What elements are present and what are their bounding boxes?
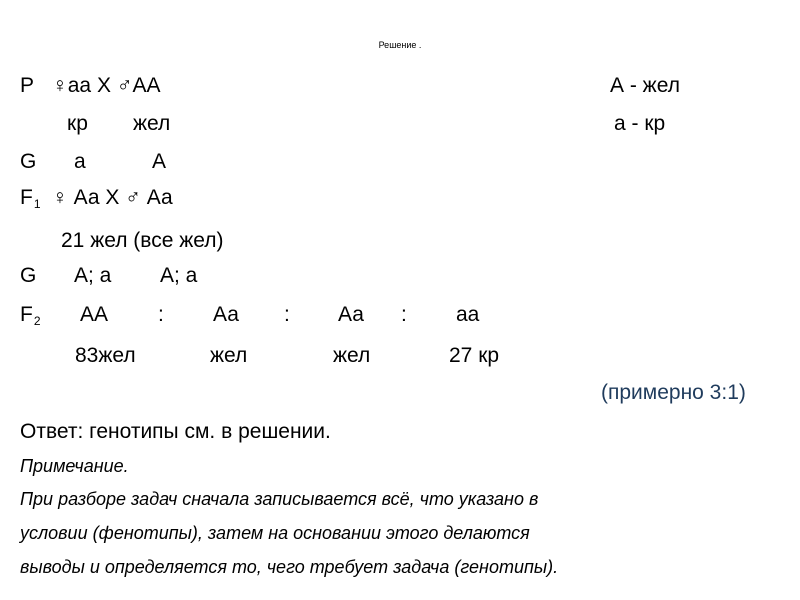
note-line-1: При разборе задач сначала записывается всё, что указано в (20, 489, 539, 509)
cross-p-label: P (20, 74, 35, 97)
f2-phenotype-2: жел (210, 344, 248, 367)
note-line-2: условии (фенотипы), затем на основании этого делаются (20, 523, 530, 543)
f1-phenotype: 21 жел (все жел) (61, 229, 224, 252)
f2-phenotype-4: 27 кр (449, 344, 500, 367)
f2-genotype-2: Аа (213, 303, 239, 326)
f2-genotype-1: АА (80, 303, 109, 326)
f2-genotype-4: аа (456, 303, 480, 326)
legend-dominant: А - жел (610, 74, 680, 97)
f2-label (20, 304, 41, 327)
page-title: Решение . (378, 40, 422, 50)
gametes-f1-g2: А; а (160, 264, 198, 287)
f2-ratio: (примерно 3:1) (601, 381, 746, 404)
f1-label-letter: F (20, 186, 33, 209)
f2-phenotype-3: жел (333, 344, 371, 367)
cross-p-genotypes: ♀аа Х ♂АА (52, 74, 161, 97)
legend-recessive: а - кр (614, 112, 666, 135)
answer-text: Ответ: генотипы см. в решении. (20, 420, 331, 443)
f2-genotype-3: Аа (338, 303, 364, 326)
f2-label-subscript: 2 (33, 314, 41, 328)
f1-genotypes: ♀ Аа Х ♂ Аа (52, 186, 173, 209)
gametes-p-g2: А (152, 150, 167, 173)
gametes-f1-g1: А; а (74, 264, 112, 287)
f1-label-subscript: 1 (33, 197, 41, 211)
gametes-p-label: G (20, 150, 37, 173)
f2-label-letter: F (20, 303, 33, 326)
f1-label (20, 187, 41, 210)
cross-p-phenotype-female: кр (67, 112, 88, 135)
f2-separator-1: : (158, 303, 164, 326)
f2-separator-3: : (401, 303, 407, 326)
f2-separator-2: : (284, 303, 290, 326)
note-line-3: выводы и определяется то, чего требует задача (генотипы). (20, 557, 559, 577)
cross-p-phenotype-male: жел (133, 112, 171, 135)
f2-phenotype-1: 83жел (75, 344, 136, 367)
gametes-p-g1: а (74, 150, 86, 173)
gametes-f1-label: G (20, 264, 37, 287)
note-heading: Примечание. (20, 456, 129, 476)
